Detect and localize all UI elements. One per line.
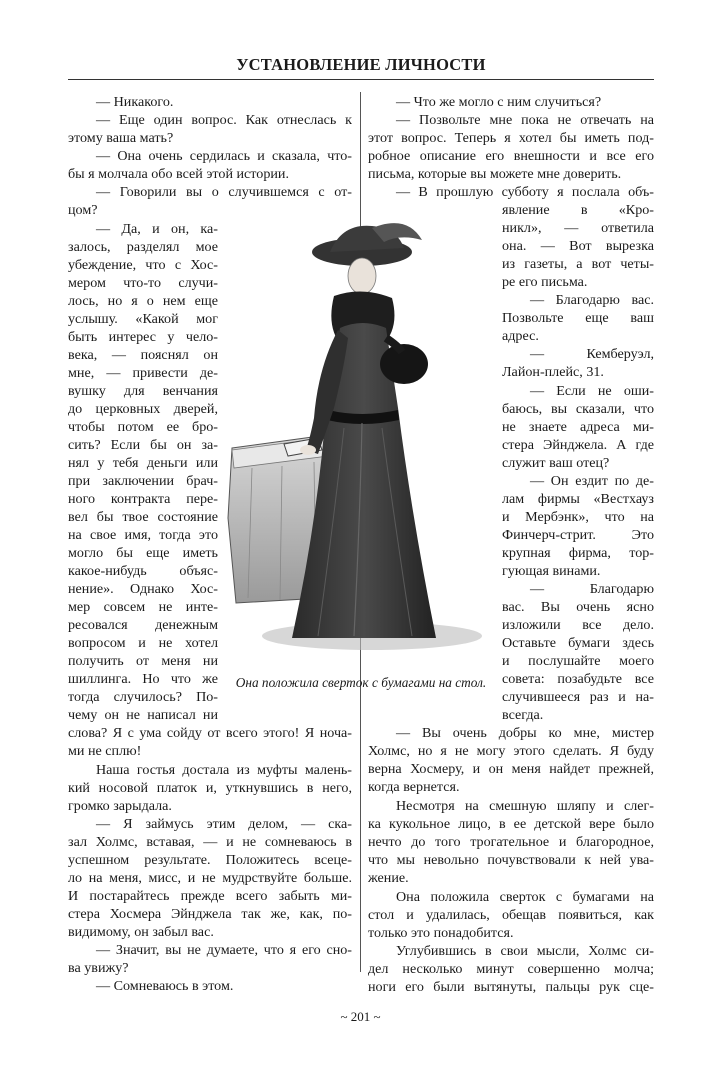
text-line: — Еще один вопрос. Как отнеслась к: [96, 112, 352, 128]
text-line: до церковных дверей,: [68, 401, 218, 417]
text-line: письма, которые вы можете мне доверить.: [368, 166, 622, 182]
text-line: — Я займусь этим делом, — ска-: [96, 816, 352, 832]
text-line: — Да, и он, ка-: [96, 221, 218, 237]
text-line: адрес.: [502, 328, 539, 344]
text-line: залось, разделял мое: [68, 239, 218, 255]
text-line: Она положила сверток с бумагами на: [396, 889, 654, 905]
text-line: ка кукольное лицо, в ее детской вере было: [368, 816, 654, 832]
text-line: вушку для венчания: [68, 383, 218, 399]
text-line: — Что же могло с ним случиться?: [396, 94, 602, 110]
text-line: Несмотря на смешную шляпу и слег-: [396, 798, 654, 814]
text-line: успешном результате. Положитесь всецe-: [68, 852, 352, 868]
text-line: вел бы твое состояние: [68, 509, 218, 525]
text-line: при заключении брач-: [68, 473, 218, 489]
text-line: могло бы еще иметь: [68, 545, 218, 561]
text-line: — Позвольте мне пока не отвечать на: [396, 112, 654, 128]
text-line: гующая винами.: [502, 563, 601, 579]
text-line: ного контракта пере-: [68, 491, 218, 507]
text-line: ноги его были вытянуты, пальцы рук сце-: [368, 979, 654, 995]
text-line: она. — Вот вырезка: [502, 238, 654, 254]
text-line: — В прошлую субботу я послала объ-: [396, 184, 654, 200]
text-line: нечто до того трогательное и благородное,: [368, 834, 654, 850]
text-line: всегда.: [502, 707, 544, 723]
text-line: Финчерч-стрит. Это: [502, 527, 654, 543]
text-line: стера Эйнджела. А где: [502, 437, 654, 453]
text-line: цом?: [68, 202, 98, 218]
text-line: Лайон-плейс, 31.: [502, 364, 604, 380]
text-line: — Сомневаюсь в этом.: [96, 978, 234, 994]
text-line: изложили все дело.: [502, 617, 654, 633]
header-rule: [68, 79, 654, 80]
text-line: стера Хосмера Эйнджела так же, как, по-: [68, 906, 352, 922]
text-line: быть интерес у чело-: [68, 329, 218, 345]
text-line: — Говорили вы о случившемся с от-: [96, 184, 352, 200]
text-line: из газеты, а вот четы-: [502, 256, 654, 272]
text-line: вас. Вы очень ясно: [502, 599, 654, 615]
text-line: — Вы очень добры ко мне, мистер: [396, 725, 654, 741]
text-line: — Он ездит по де-: [530, 473, 654, 489]
text-line: этот вопрос. Теперь я хотел бы иметь под-: [368, 130, 654, 146]
text-line: что мы невольно почувствовали к ней ува-: [368, 852, 654, 868]
text-line: крупная фирма, тор-: [502, 545, 654, 561]
text-line: кий носовой платок и, уткнувшись в него,: [68, 780, 352, 796]
text-line: ми не сплю!: [68, 743, 142, 759]
text-line: мером что-то случи-: [68, 275, 218, 291]
text-line: — Она очень сердилась и сказала, что-: [96, 148, 352, 164]
text-line: Холмс, но я не могу этого сделать. Я буду: [368, 743, 654, 759]
illustration-woman-with-parcel: [222, 218, 502, 658]
text-line: — Значит, вы не думаете, что я его сно-: [96, 942, 352, 958]
text-line: лам фирмы «Вестхауз: [502, 491, 654, 507]
text-line: — Никакого.: [96, 94, 174, 110]
text-line: получить от меня ни: [68, 653, 218, 669]
text-line: лось, но я о нем еще: [68, 293, 218, 309]
text-line: — Если не оши-: [530, 383, 654, 399]
text-line: никл», — ответила: [502, 220, 654, 236]
text-line: зал Холмс, вставая, — и не сомневаюсь в: [68, 834, 352, 850]
text-line: слова? Я с ума сойду от всего этого! Я ноча-: [68, 725, 352, 741]
text-line: верна Хосмеру, и он меня найдет прежней,: [368, 761, 654, 777]
text-line: вопросом и не хотел: [68, 635, 218, 651]
text-line: не знаете адреса ми-: [502, 419, 654, 435]
text-line: Наша гостья достала из муфты малень-: [96, 762, 352, 778]
text-line: убеждение, что с Хос-: [68, 257, 218, 273]
text-line: тогда случилось? По-: [68, 689, 218, 705]
text-line: шиллинга. Но что же: [68, 671, 218, 687]
text-line: бы я молчала обо всей этой истории.: [68, 166, 289, 182]
text-line: ре его письма.: [502, 274, 588, 290]
text-line: — Кемберуэл,: [530, 346, 654, 362]
text-line: И постарайтесь прежде всего забыть ми-: [68, 888, 352, 904]
text-line: совета: позабудьте все: [502, 671, 654, 687]
text-line: на свое имя, тогда это: [68, 527, 218, 543]
text-line: явление в «Кро-: [502, 202, 654, 218]
text-line: этому ваша мать?: [68, 130, 174, 146]
page-number: ~ 201 ~: [340, 1009, 381, 1024]
text-line: — Благодарю: [530, 581, 654, 597]
text-line: видимому, он забыл вас.: [68, 924, 214, 940]
text-line: чему он не написал ни: [68, 707, 218, 723]
text-line: — Благодарю вас.: [530, 292, 654, 308]
text-line: мер совсем не инте-: [68, 599, 218, 615]
text-line: мне, — привести де-: [68, 365, 218, 381]
text-line: случившееся раз и на-: [502, 689, 654, 705]
text-line: чтобы потом ее бро-: [68, 419, 218, 435]
text-line: ло на меня, мисс, и не мудрствуйте больше.: [68, 870, 352, 886]
figure-caption: Она положила сверток с бумагами на стол.: [235, 675, 487, 690]
text-line: Углубившись в свои мысли, Холмс си-: [396, 943, 654, 959]
text-line: Позвольте еще ваш: [502, 310, 654, 326]
text-line: нение». Однако Хос-: [68, 581, 218, 597]
text-line: когда вернется.: [368, 779, 460, 795]
text-line: баюсь, вы сказали, что: [502, 401, 654, 417]
text-line: стол и удалилась, обещав появиться, как: [368, 907, 654, 923]
text-line: века, — пояснял он: [68, 347, 218, 363]
text-line: жение.: [368, 870, 409, 886]
text-line: нял у тебя деньги или: [68, 455, 218, 471]
text-line: служит ваш отец?: [502, 455, 610, 471]
text-line: громко зарыдала.: [68, 798, 172, 814]
text-line: и Мербэнк», что на: [502, 509, 654, 525]
text-line: сить? Если бы он за-: [68, 437, 218, 453]
text-line: и послушайте моего: [502, 653, 654, 669]
text-line: дел несколько минут совершенно молча;: [368, 961, 654, 977]
text-line: Оставьте бумаги здесь: [502, 635, 654, 651]
running-header: УСТАНОВЛЕНИЕ ЛИЧНОСТИ: [236, 55, 486, 74]
text-line: ва увижу?: [68, 960, 129, 976]
text-line: ресовался денежным: [68, 617, 218, 633]
text-line: робное описание его внешности и все его: [368, 148, 654, 164]
text-line: какое-нибудь объяс-: [68, 563, 218, 579]
text-line: только это понадобится.: [368, 925, 514, 941]
text-line: услышу. «Какой мог: [68, 311, 218, 327]
